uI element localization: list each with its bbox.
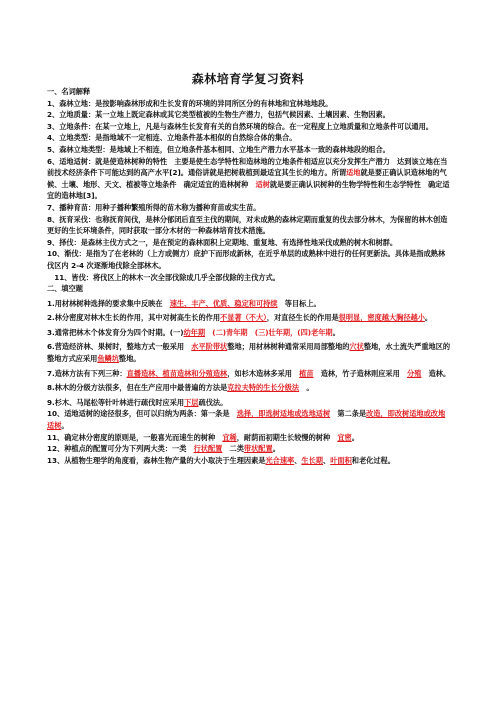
answer-blank: 克拉夫特的生长分级法	[227, 383, 300, 393]
answer-blank: 下层	[184, 397, 199, 407]
answer-blank: 行状配置	[193, 444, 223, 454]
section-heading: 二、填空题	[47, 284, 83, 294]
answer-blank: 很明显，密度越大胸径越小	[338, 313, 425, 323]
fill-blank-question: 13、从植物生理学的角度看，森林生物产量的大小取决于生理因素是光合速率、生长期、叶面积和老化过程。	[47, 455, 395, 465]
highlighted-term: 适树	[255, 179, 270, 189]
definition-item: 6、适地适树：就是使造林树种的特性 主要是使生态学特性和造林地的立地条件相适应以充分发挥生产潜力 达到该立地在当前技术经济条件下可能达到的高产水平[2]。通俗讲就是把树栽植到最适宜其生长的地方。所谓适地就是要正确认识造林地的气候、土壤、地形、天文、植被等立地条件 确定适宜的造林树种 适树就是要正确认识树种的生物学特性和生态学特性 确定适宜的造林地[3]。	[47, 156, 450, 201]
answer-blank: 宜密	[337, 432, 352, 442]
answer-blank: 不显著（不大）	[220, 313, 267, 323]
definition-item: 10、渐伐：是指为了在老林的（上方或侧方）庇护下而形成新林，在近乎单层的成熟林中进行的任何更新法。具体是指成熟林伐区内 2-4 次逐渐地伐除全部林木。	[47, 249, 446, 270]
answer-blank: 带状配置	[243, 444, 273, 454]
answer-blank: 生长期	[301, 455, 323, 465]
definition-item: 9、择伐：是森林主伐方式之一，是在预定的森林面积上定期地、重复地、有选择性地采伐成熟的树木和树群。	[47, 237, 398, 247]
answer-blank: 光合速率	[265, 455, 295, 465]
fill-blank-question: 1.用材林树种选择的要求集中反映在 速生、丰产、优质、稳定和可持续 等目标上。	[47, 298, 321, 308]
answer-blank: 叶面积	[330, 455, 352, 465]
definition-item: 2、立地质量：某一立地上既定森林或其它类型植被的生物生产潜力，包括气候因素、土壤因素、生物因素。	[47, 110, 390, 120]
answer-blank: 幼年期	[183, 327, 206, 337]
answer-blank: 宜稀	[222, 432, 237, 442]
answer-blank: 分殖	[406, 368, 422, 378]
section-heading: 一、名词解释	[47, 87, 91, 96]
definition-item: 8、抚育采伐：也称抚育间伐，是林分郁闭后直至主伐的期间，对未成熟的森林定期而重复的伐去部分林木，为保留的林木创造更好的生长环境条件，同时获取一部分木材的一种森林培育技术措施。	[47, 214, 448, 236]
fill-blank-question: 11、确定林分密度的原则是，一般喜光而速生的树种 宜稀，耐荫而初期生长较慢的树种 宜密。	[47, 432, 359, 442]
fill-blank-question: 12、种植点的配置可分为下列两大类：一类 行状配置 二类带状配置。	[47, 444, 280, 454]
answer-blank: 选择，即选树适地或选地适树	[236, 409, 331, 419]
highlighted-term: 适地	[346, 168, 361, 178]
definition-item: 7、播种育苗：用种子播种繁殖所得的苗木称为播种育苗或实生苗。	[47, 202, 261, 212]
fill-blank-question: 7.造林方法有下列三种：直播造林、植苗造林和分殖造林，如杉木造林多采用 植苗 造林，竹子造林则应采用 分殖 造林。	[47, 368, 451, 378]
definition-item: 11、皆伐：将伐区上的林木一次全部伐除成几乎全部伐除的主伐方式。	[47, 272, 280, 282]
document-title: 森林培育学复习资料	[191, 72, 305, 86]
definition-item: 1、森林立地：是按影响森林形成和生长发育的环境的异同所区分的有林地和宜林地地段。	[47, 98, 333, 108]
answer-blank: 鱼鳞坑	[97, 354, 119, 364]
definition-item: 4、立地类型：是指地域不一定相连、立地条件基本相似的自然综合体的集合。	[47, 133, 297, 143]
fill-blank-question: 6.营造经济林、果树时，整地方式一般采用 水平阶带状整地；用材林树种通常采用局部整地的穴状整地，水土流失严重地区的整地方式应采用鱼鳞坑整地。	[47, 342, 451, 364]
answer-blank: 水平阶带状	[191, 342, 228, 352]
answer-blank: (二)青年期 (三)壮年期，(四)老年期	[212, 327, 333, 337]
answer-blank: 穴状	[349, 342, 364, 352]
answer-blank: 植苗	[299, 368, 314, 378]
document-body	[47, 86, 452, 466]
fill-blank-question: 2.林分密度对林木生长的作用，其中对树高生长的作用不显著（不大），对直径生长的作用是很明显，密度越大胸径越小。	[47, 313, 433, 323]
fill-blank-question: 10、适地适树的途径很多，但可以归纳为两条：第一条是 选择，即选树适地或选地适树 第二条是改造，即改树适地或改地适树。	[47, 409, 446, 431]
definition-item: 3、立地条件：在某一立地上，凡是与森林生长发育有关的自然环境的综合。在一定程度上立地质量和立地条件可以通用。	[47, 121, 433, 131]
answer-blank: 速生、丰产、优质、稳定和可持续	[169, 298, 278, 308]
fill-blank-question: 3.通常把林木个体发育分为四个时期。(一)幼年期 (二)青年期 (三)壮年期，(四)老年期。	[47, 327, 340, 337]
fill-blank-question: 8.林木的分级方法很多，但在生产应用中最普遍的方法是克拉夫特的生长分级法 。	[47, 383, 314, 393]
fill-blank-question: 9.杉木、马尾松等针叶林进行疏伐时应采用下层疏伐法。	[47, 397, 228, 407]
answer-blank: 直播造林、植苗造林和分殖造林	[126, 368, 228, 378]
definition-item: 5、森林立地类型：是地域上不相连，但立地条件基本相同、立地生产潜力水平基本一致的森林地段的组合。	[47, 144, 390, 154]
answer-blank: 改造，即改树适地或改地适树	[47, 409, 446, 431]
